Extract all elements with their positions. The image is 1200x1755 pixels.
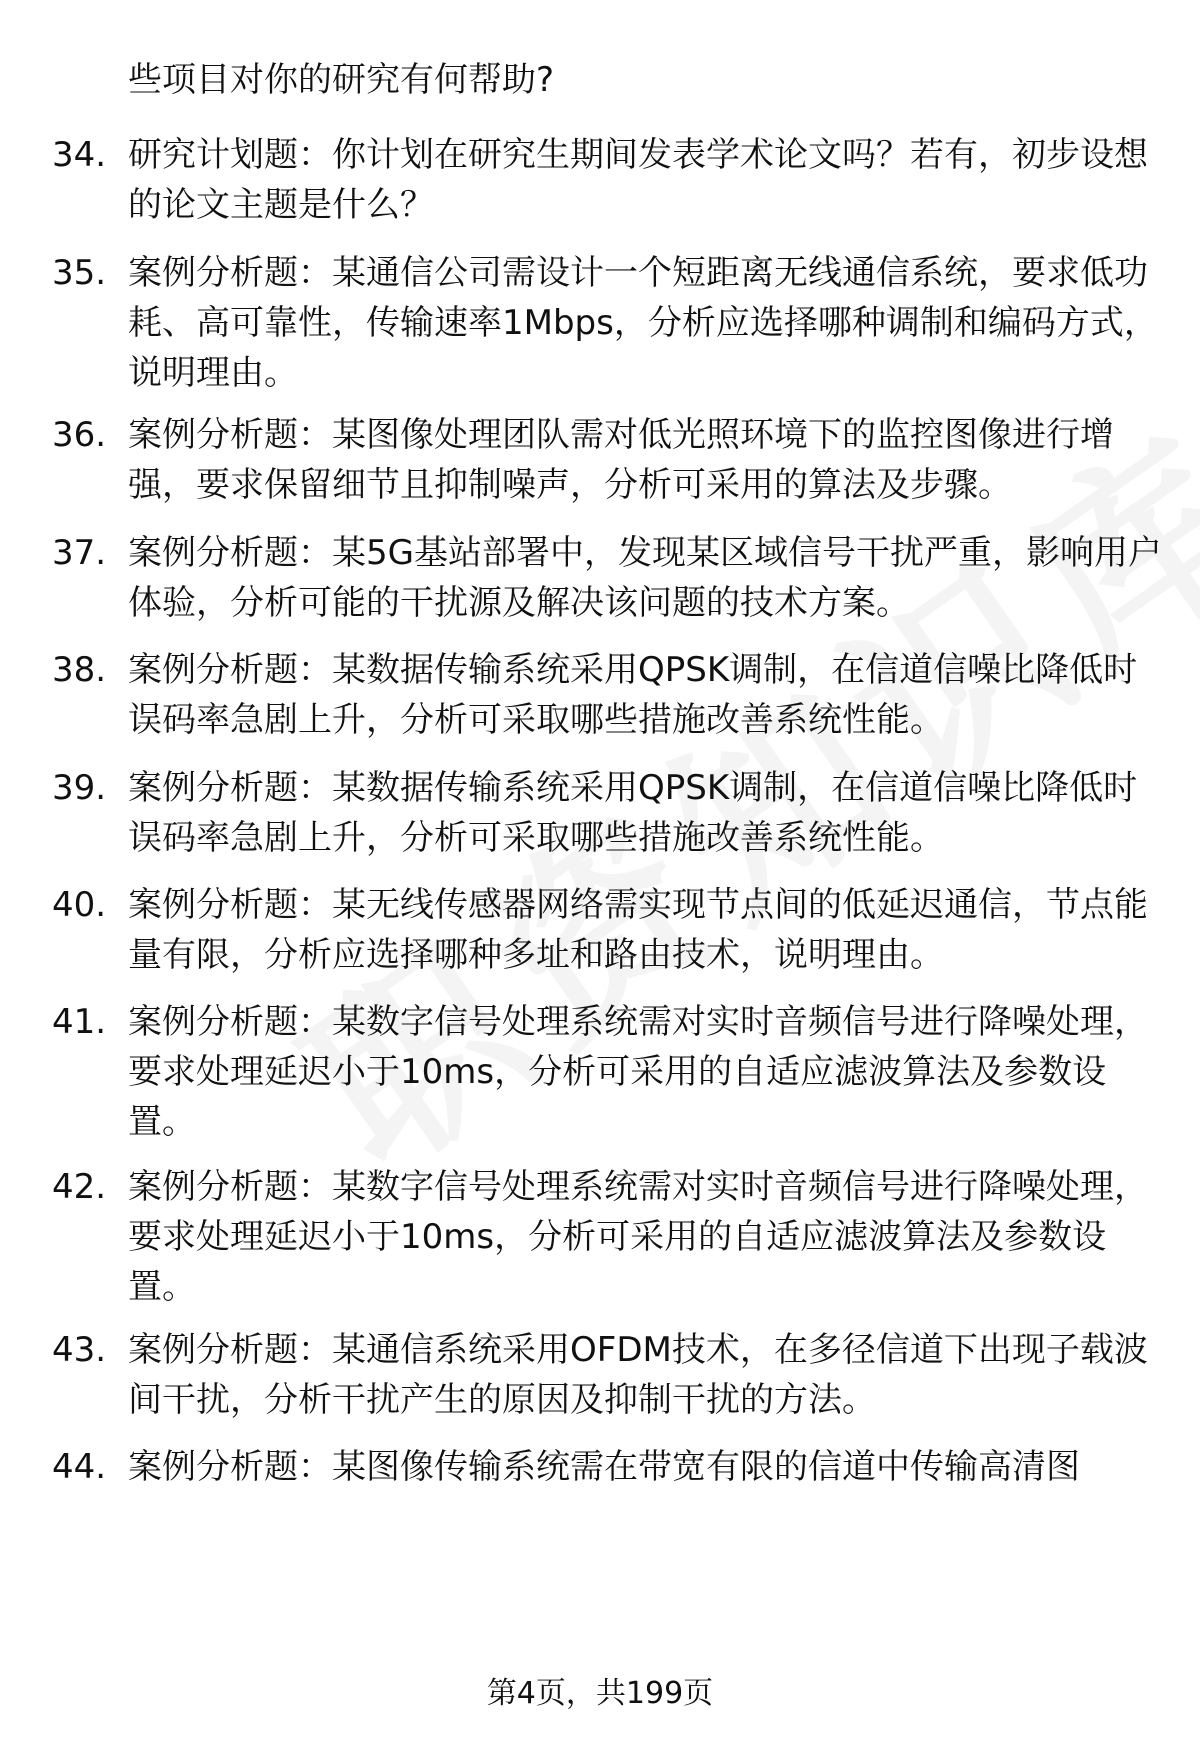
question-text: 研究计划题：你计划在研究生期间发表学术论文吗？若有，初步设想的论文主题是什么？: [128, 135, 1148, 225]
question-44: [52, 1442, 1172, 1492]
question-number: 34.: [52, 135, 107, 175]
question-43: [52, 1325, 1172, 1425]
page-number-footer: 第4页，共199页: [486, 1676, 714, 1711]
question-34: [52, 130, 1172, 230]
question-number: 39.: [52, 768, 107, 808]
question-41: [52, 997, 1172, 1147]
question-number: 42.: [52, 1167, 107, 1207]
question-number: 43.: [52, 1330, 107, 1370]
question-number: 38.: [52, 650, 107, 690]
question-text: 案例分析题：某数字信号处理系统需对实时音频信号进行降噪处理，要求处理延迟小于10ms，分析可采用的自适应滤波算法及参数设置。: [128, 1002, 1148, 1142]
question-number: 44.: [52, 1447, 107, 1487]
question-37: [52, 528, 1172, 628]
question-39: [52, 763, 1172, 863]
question-text: 案例分析题：某通信公司需设计一个短距离无线通信系统，要求低功耗、高可靠性，传输速率1Mbps，分析应选择哪种调制和编码方式，说明理由。: [128, 253, 1158, 393]
question-text: 案例分析题：某无线传感器网络需实现节点间的低延迟通信，节点能量有限，分析应选择哪种多址和路由技术，说明理由。: [128, 885, 1148, 975]
question-text: 案例分析题：某5G基站部署中，发现某区域信号干扰严重，影响用户体验，分析可能的干扰源及解决该问题的技术方案。: [128, 533, 1162, 623]
question-number: 36.: [52, 415, 107, 455]
question-42: [52, 1162, 1172, 1312]
question-text: 案例分析题：某数据传输系统采用QPSK调制，在信道信噪比降低时误码率急剧上升，分析可采取哪些措施改善系统性能。: [128, 768, 1138, 858]
question-36: [52, 410, 1172, 510]
question-text: 案例分析题：某数字信号处理系统需对实时音频信号进行降噪处理，要求处理延迟小于10ms，分析可采用的自适应滤波算法及参数设置。: [128, 1167, 1148, 1307]
question-text: 案例分析题：某图像传输系统需在带宽有限的信道中传输高清图: [128, 1447, 1080, 1487]
question-number: 35.: [52, 253, 107, 293]
question-number: 41.: [52, 1002, 107, 1042]
question-text: 案例分析题：某通信系统采用OFDM技术，在多径信道下出现子载波间干扰，分析干扰产生的原因及抑制干扰的方法。: [128, 1330, 1148, 1420]
question-40: [52, 880, 1172, 980]
question-text: 案例分析题：某数据传输系统采用QPSK调制，在信道信噪比降低时误码率急剧上升，分析可采取哪些措施改善系统性能。: [128, 650, 1138, 740]
question-35: [52, 248, 1172, 398]
question-number: 37.: [52, 533, 107, 573]
question-text: 案例分析题：某图像处理团队需对低光照环境下的监控图像进行增强，要求保留细节且抑制噪声，分析可采用的算法及步骤。: [128, 415, 1114, 505]
question-number: 40.: [52, 885, 107, 925]
question-33-continuation: 些项目对你的研究有何帮助?: [128, 60, 555, 100]
question-38: [52, 645, 1172, 745]
